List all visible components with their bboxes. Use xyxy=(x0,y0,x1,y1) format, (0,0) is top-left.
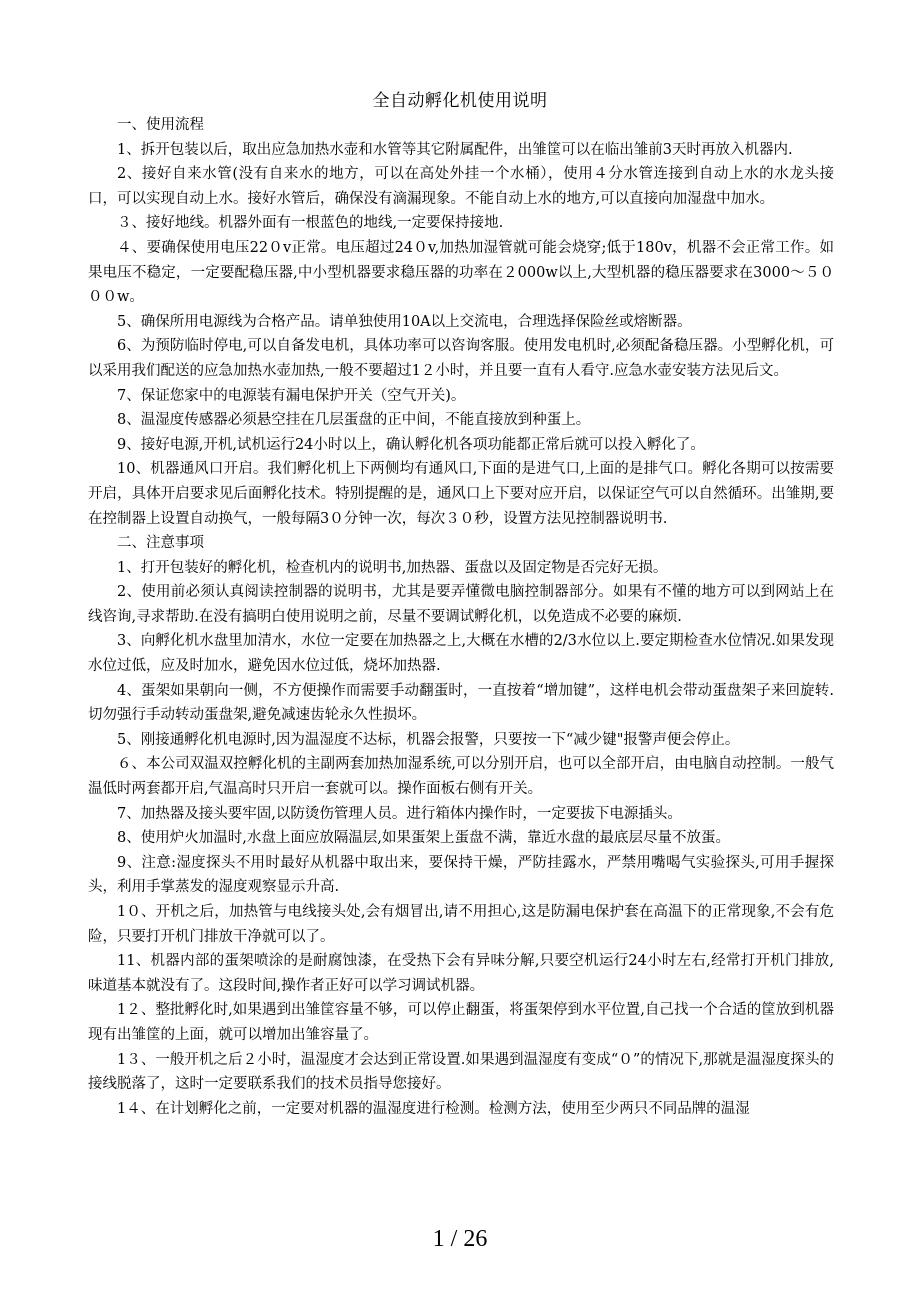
paragraph: 2、接好自来水管(没有自来水的地方，可以在高处外挂一个水桶），使用４分水管连接到自动上水的水龙头接口，可以实现自动上水。接好水管后，确保没有滴漏现象。不能自动上水的地方,可以直接向加湿盘中加水。 xyxy=(88,166,834,207)
paragraph: 9、注意:湿度探头不用时最好从机器中取出来，要保持干燥，严防挂露水，严禁用嘴喝气实验探头,可用手握探头，利用手掌蒸发的湿度观察显示升高. xyxy=(88,854,834,896)
paragraph: 7、保证您家中的电源装有漏电保护开关（空气开关)。 xyxy=(117,387,466,404)
paragraph: 1、拆开包装以后，取出应急加热水壶和水管等其它附属配件，出雏筐可以在临出雏前3天时再放入机器内. xyxy=(117,141,793,158)
paragraph: 5、刚接通孵化机电源时,因为温湿度不达标，机器会报警，只要按一下“减少键"报警声便会停止。 xyxy=(117,731,740,748)
paragraph: ３、接好地线。机器外面有一根蓝色的地线,一定要保持接地. xyxy=(117,215,504,232)
paragraph: 6、为预防临时停电,可以自备发电机，具体功率可以咨询客服。使用发电机时,必须配备稳压器。小型孵化机，可以采用我们配送的应急加热水壶加热,一般不要超过1２小时，并且要一直有人看守.应急水壶安装方法见后文。 xyxy=(88,338,834,379)
paragraph: 4、蛋架如果朝向一侧，不方便操作而需要手动翻蛋时，一直按着“增加键”，这样电机会带动蛋盘架子来回旋转.切勿强行手动转动蛋盘架,避免减速齿轮永久性损坏。 xyxy=(88,682,834,724)
paragraph: 1０、开机之后，加热管与电线接头处,会有烟冒出,请不用担心,这是防漏电保护套在高温下的正常现象,不会有危险，只要打开机门排放干净就可以了。 xyxy=(88,904,834,945)
paragraph: 8、使用炉火加温时,水盘上面应放隔温层,如果蛋架上蛋盘不满，靠近水盘的最底层尽量不放蛋。 xyxy=(117,830,730,847)
paragraph: 5、确保所用电源线为合格产品。请单独使用10A以上交流电，合理选择保险丝或熔断器。 xyxy=(117,313,692,330)
paragraph: 9、接好电源,开机,试机运行24小时以上，确认孵化机各项功能都正常后就可以投入孵化了。 xyxy=(117,436,705,453)
paragraph: 1３、一般开机之后２小时，温湿度才会达到正常设置.如果遇到温湿度有变成“０”的情况下,那就是温湿度探头的接线脱落了，这时一定要联系我们的技术员指导您接好。 xyxy=(88,1051,834,1093)
paragraph: 2、使用前必须认真阅读控制器的说明书，尤其是要弄懂微电脑控制器部分。如果有不懂的地方可以到网站上在线咨询,寻求帮助.在没有搞明白使用说明之前，尽量不要调试孵化机，以免造成不必要的麻烦. xyxy=(88,584,834,625)
paragraph: 8、温湿度传感器必须悬空挂在几层蛋盘的正中间，不能直接放到种蛋上。 xyxy=(117,412,591,429)
paragraph: 11、机器内部的蛋架喷涂的是耐腐蚀漆，在受热下会有异味分解,只要空机运行24小时左右,经常打开机门排放,味道基本就没有了。这段时间,操作者正好可以学习调试机器。 xyxy=(88,953,834,994)
paragraph: 7、加热器及接头要牢固,以防烫伤管理人员。进行箱体内操作时，一定要拔下电源插头。 xyxy=(117,805,682,822)
document-body xyxy=(88,113,834,1121)
section-heading-usage-process: 一、使用流程 xyxy=(117,117,204,133)
paragraph: ４、要确保使用电压22０v正常。电压超过24０v,加热加湿管就可能会烧穿;低于180v，机器不会正常工作。如果电压不稳定，一定要配稳压器,中小型机器要求稳压器的功率在２000w以上,大型机器的稳压器要求在3000～５０００w。 xyxy=(88,239,834,306)
paragraph: 10、机器通风口开启。我们孵化机上下两侧均有通风口,下面的是进气口,上面的是排气口。孵化各期可以按需要开启，具体开启要求见后面孵化技术。特别提醒的是，通风口上下要对应开启，以保证空气可以自然循环。出雏期,要在控制器上设置自动换气，一般每隔3０分钟一次，每次３０秒，设置方法见控制器说明书. xyxy=(88,461,834,527)
paragraph: 3、向孵化机水盘里加清水，水位一定要在加热器之上,大概在水槽的2/3水位以上.要定期检查水位情况.如果发现水位过低，应及时加水，避免因水位过低，烧坏加热器. xyxy=(88,633,834,675)
paragraph: ６、本公司双温双控孵化机的主副两套加热加湿系统,可以分别开启，也可以全部开启，由电脑自动控制。一般气温低时两套都开启,气温高时只开启一套就可以。操作面板右侧有开关。 xyxy=(88,756,834,798)
paragraph: 1、打开包装好的孵化机，检查机内的说明书,加热器、蛋盘以及固定物是否完好无损。 xyxy=(117,559,668,576)
page-number: 1 / 26 xyxy=(432,1226,488,1252)
paragraph: 1２、整批孵化时,如果遇到出雏筐容量不够，可以停止翻蛋，将蛋架停到水平位置,自己找一个合适的筐放到机器现有出雏筐的上面，就可以增加出雏容量了。 xyxy=(88,1002,834,1043)
section-heading-precautions: 二、注意事项 xyxy=(117,535,204,552)
paragraph: 1４、在计划孵化之前，一定要对机器的温湿度进行检测。检测方法，使用至少两只不同品牌的温湿 xyxy=(117,1100,750,1117)
document-title: 全自动孵化机使用说明 xyxy=(372,91,548,111)
